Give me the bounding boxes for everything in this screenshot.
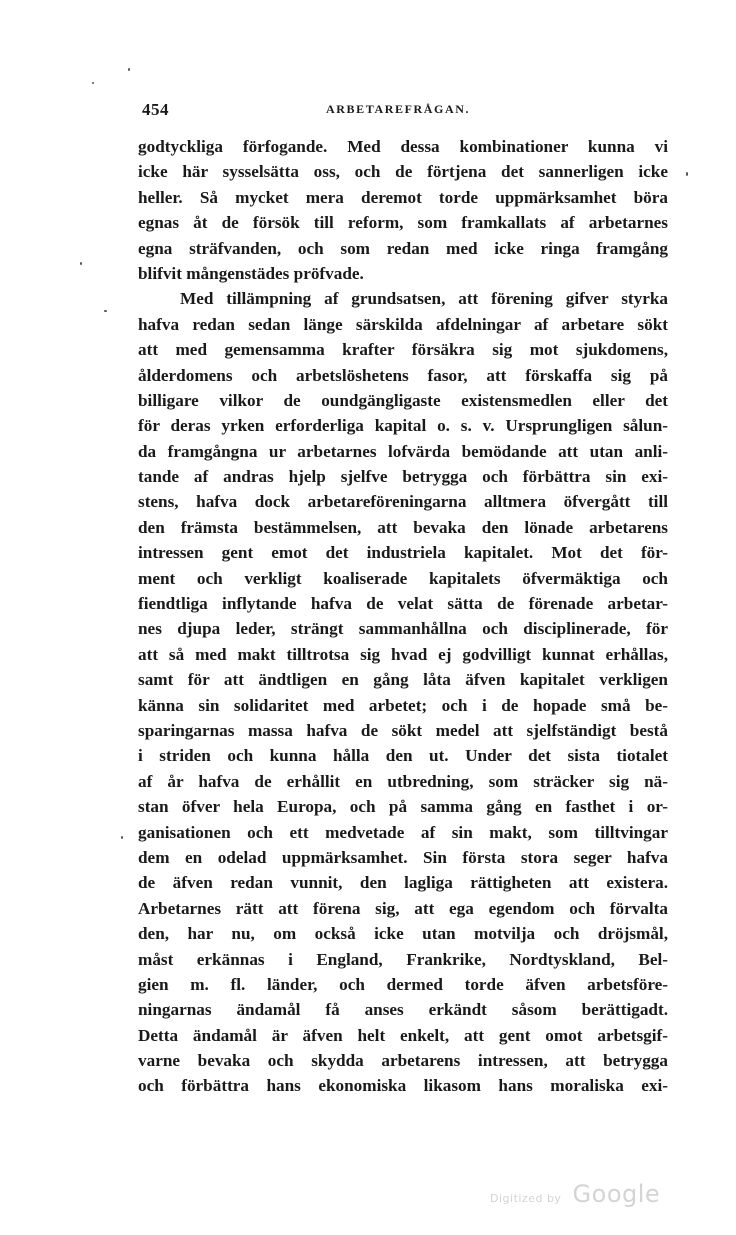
text-line: i striden och kunna hålla den ut. Under det sista tiotalet [138, 746, 668, 766]
text-line: af år hafva de erhållit en utbredning, som sträcker sig nä- [138, 771, 668, 791]
text-line: hafva redan sedan länge särskilda afdelningar af arbetare sökt [138, 314, 668, 334]
text-line: måst erkännas i England, Frankrike, Nordtyskland, Bel- [138, 949, 668, 969]
text-line: icke här sysselsätta oss, och de förtjena det sannerligen icke [138, 162, 668, 182]
text-line: för deras yrken erforderliga kapital o. s. v. Ursprungligen sålun- [138, 416, 668, 436]
scan-speck [92, 82, 94, 84]
body-text [138, 134, 668, 1099]
text-line: de äfven redan vunnit, den lagliga rättigheten att existera. [138, 873, 668, 893]
text-line: stan öfver hela Europa, och på samma gång en fasthet i or- [138, 797, 668, 817]
text-line: nes djupa leder, strängt sammanhållna och disciplinerade, för [138, 619, 668, 639]
text-line: intressen gent emot det industriela kapitalet. Mot det för- [138, 543, 668, 563]
scan-speck [104, 310, 107, 312]
text-line: känna sin solidaritet med arbetet; och i de hopade små be- [138, 695, 668, 715]
text-line: ganisationen och ett medvetade af sin makt, som tilltvingar [138, 822, 668, 842]
text-line: tande af andras hjelp sjelfve betrygga och förbättra sin exi- [138, 467, 668, 487]
text-line: varne bevaka och skydda arbetarens intressen, att betrygga [138, 1051, 668, 1071]
running-head: ARBETAREFRÅGAN. [326, 102, 471, 116]
text-line: da framgångna ur arbetarnes lofvärda bemödande att utan anli- [138, 441, 668, 461]
text-line: egnas åt de försök till reform, som framkallats af arbetarnes [138, 213, 668, 233]
text-line: ment och verkligt koaliserade kapitalets öfvermäktiga och [138, 568, 668, 588]
digitized-watermark [490, 1180, 660, 1208]
text-line: ningarnas ändamål få anses erkändt såsom berättigadt. [138, 1000, 668, 1020]
scan-speck [686, 172, 688, 176]
text-line: blifvit mångenstädes pröfvade. [138, 263, 364, 283]
text-line: stens, hafva dock arbetareföreningarna alltmera öfvergått till [138, 492, 668, 512]
text-line: fiendtliga inflytande hafva de velat sätta de förenade arbetar- [138, 594, 668, 614]
text-line: heller. Så mycket mera deremot torde uppmärksamhet böra [138, 187, 668, 207]
scan-speck [80, 262, 82, 265]
text-line: att så med makt tilltrotsa sig hvad ej godvilligt kunnat erhållas, [138, 644, 668, 664]
text-line: gien m. fl. länder, och dermed torde äfven arbetsföre- [138, 974, 668, 994]
page-header [138, 100, 668, 124]
text-line: den, har nu, om också icke utan motvilja och dröjsmål, [138, 924, 668, 944]
text-line: och förbättra hans ekonomiska likasom hans moraliska exi- [138, 1076, 668, 1096]
text-line: sparingarnas massa hafva de sökt medel att sjelfständigt bestå [138, 720, 668, 740]
text-line: den främsta bestämmelsen, att bevaka den lönade arbetarens [138, 517, 668, 537]
text-line: Arbetarnes rätt att förena sig, att ega egendom och förvalta [138, 898, 668, 918]
text-line: Detta ändamål är äfven helt enkelt, att gent omot arbetsgif- [138, 1025, 668, 1045]
page-number: 454 [142, 100, 169, 119]
text-line: samt för att ändtligen en gång låta äfven kapitalet verkligen [138, 670, 668, 690]
paragraph-first-line: Med tillämpning af grundsatsen, att förening gifver styrka [180, 289, 668, 309]
text-line: billigare vilkor de oundgängligaste existensmedlen eller det [138, 390, 668, 410]
text-line: dem en odelad uppmärksamhet. Sin första stora seger hafva [138, 847, 668, 867]
scan-speck [121, 836, 123, 839]
scan-speck [128, 68, 130, 71]
text-line: att med gemensamma krafter försäkra sig mot sjukdomens, [138, 340, 668, 360]
text-line: ålderdomens och arbetslöshetens fasor, att förskaffa sig på [138, 365, 668, 385]
text-line: godtyckliga förfogande. Med dessa kombinationer kunna vi [138, 137, 668, 156]
watermark-logo-text: Google [572, 1180, 661, 1208]
text-line: egna sträfvanden, och som redan med icke ringa framgång [138, 238, 668, 258]
watermark-small-text: Digitized by [490, 1192, 562, 1205]
